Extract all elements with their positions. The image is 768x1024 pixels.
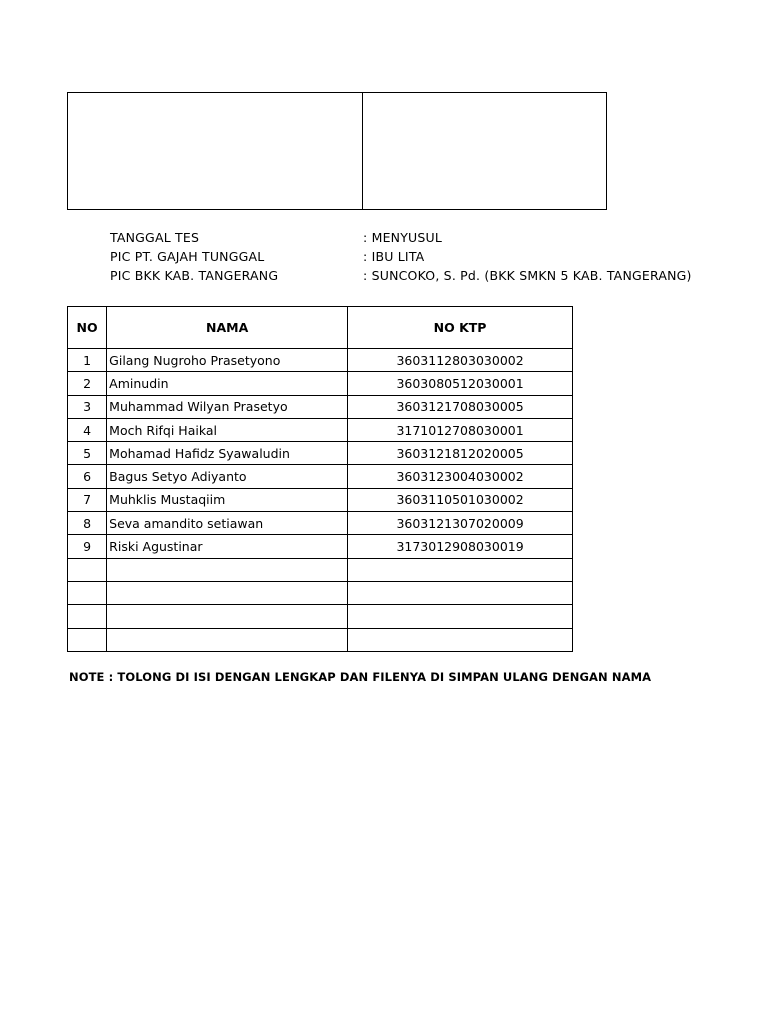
cell-no[interactable]: 5 — [68, 442, 107, 465]
cell-ktp[interactable] — [348, 605, 573, 628]
cell-ktp[interactable]: 3603080512030001 — [348, 372, 573, 395]
table-row — [68, 581, 573, 604]
cell-ktp[interactable]: 3603121708030005 — [348, 395, 573, 418]
cell-no[interactable]: 4 — [68, 418, 107, 441]
cell-nama[interactable]: Gilang Nugroho Prasetyono — [107, 349, 348, 372]
cell-nama[interactable] — [107, 558, 348, 581]
cell-nama[interactable] — [107, 581, 348, 604]
cell-nama[interactable]: Riski Agustinar — [107, 535, 348, 558]
column-header-ktp: NO KTP — [348, 307, 573, 349]
cell-ktp[interactable]: 3173012908030019 — [348, 535, 573, 558]
cell-ktp[interactable] — [348, 581, 573, 604]
table-row — [68, 465, 573, 488]
cell-no[interactable] — [68, 558, 107, 581]
table-row — [68, 372, 573, 395]
cell-no[interactable]: 3 — [68, 395, 107, 418]
info-value: : SUNCOKO, S. Pd. (BKK SMKN 5 KAB. TANGERANG) — [363, 268, 692, 283]
cell-nama[interactable]: Bagus Setyo Adiyanto — [107, 465, 348, 488]
cell-ktp[interactable]: 3603121307020009 — [348, 512, 573, 535]
column-header-no: NO — [68, 307, 107, 349]
table-row — [68, 418, 573, 441]
cell-no[interactable]: 9 — [68, 535, 107, 558]
info-label: TANGGAL TES — [110, 230, 200, 245]
info-label: PIC PT. GAJAH TUNGGAL — [110, 249, 265, 264]
cell-ktp[interactable]: 3171012708030001 — [348, 418, 573, 441]
cell-ktp[interactable]: 3603123004030002 — [348, 465, 573, 488]
cell-no[interactable]: 6 — [68, 465, 107, 488]
cell-nama[interactable]: Muhklis Mustaqiim — [107, 488, 348, 511]
cell-no[interactable]: 1 — [68, 349, 107, 372]
table-row — [68, 442, 573, 465]
cell-nama[interactable]: Aminudin — [107, 372, 348, 395]
cell-ktp[interactable] — [348, 628, 573, 651]
cell-no[interactable]: 2 — [68, 372, 107, 395]
table-row — [68, 535, 573, 558]
table-row — [68, 628, 573, 651]
info-value: : MENYUSUL — [363, 230, 443, 245]
cell-ktp[interactable]: 3603112803030002 — [348, 349, 573, 372]
cell-no[interactable]: 8 — [68, 512, 107, 535]
cell-no[interactable] — [68, 581, 107, 604]
table-row — [68, 512, 573, 535]
table-row — [68, 488, 573, 511]
cell-nama[interactable]: Muhammad Wilyan Prasetyo — [107, 395, 348, 418]
table-row — [68, 558, 573, 581]
table-row — [68, 605, 573, 628]
cell-nama[interactable]: Moch Rifqi Haikal — [107, 418, 348, 441]
table-row — [68, 349, 573, 372]
header-divider — [362, 93, 363, 209]
cell-ktp[interactable]: 3603121812020005 — [348, 442, 573, 465]
table-body — [68, 349, 573, 652]
cell-nama[interactable] — [107, 605, 348, 628]
cell-nama[interactable] — [107, 628, 348, 651]
column-header-nama: NAMA — [107, 307, 348, 349]
cell-nama[interactable]: Mohamad Hafidz Syawaludin — [107, 442, 348, 465]
cell-ktp[interactable]: 3603110501030002 — [348, 488, 573, 511]
cell-ktp[interactable] — [348, 558, 573, 581]
table-row — [68, 395, 573, 418]
participant-table — [67, 306, 573, 652]
cell-no[interactable] — [68, 628, 107, 651]
info-value: : IBU LITA — [363, 249, 425, 264]
cell-nama[interactable]: Seva amandito setiawan — [107, 512, 348, 535]
cell-no[interactable]: 7 — [68, 488, 107, 511]
cell-no[interactable] — [68, 605, 107, 628]
header-box — [67, 92, 607, 210]
table-header-row — [68, 307, 573, 349]
info-label: PIC BKK KAB. TANGERANG — [110, 268, 279, 283]
note-text: NOTE : TOLONG DI ISI DENGAN LENGKAP DAN FILENYA DI SIMPAN ULANG DENGAN NAMA — [69, 670, 652, 684]
